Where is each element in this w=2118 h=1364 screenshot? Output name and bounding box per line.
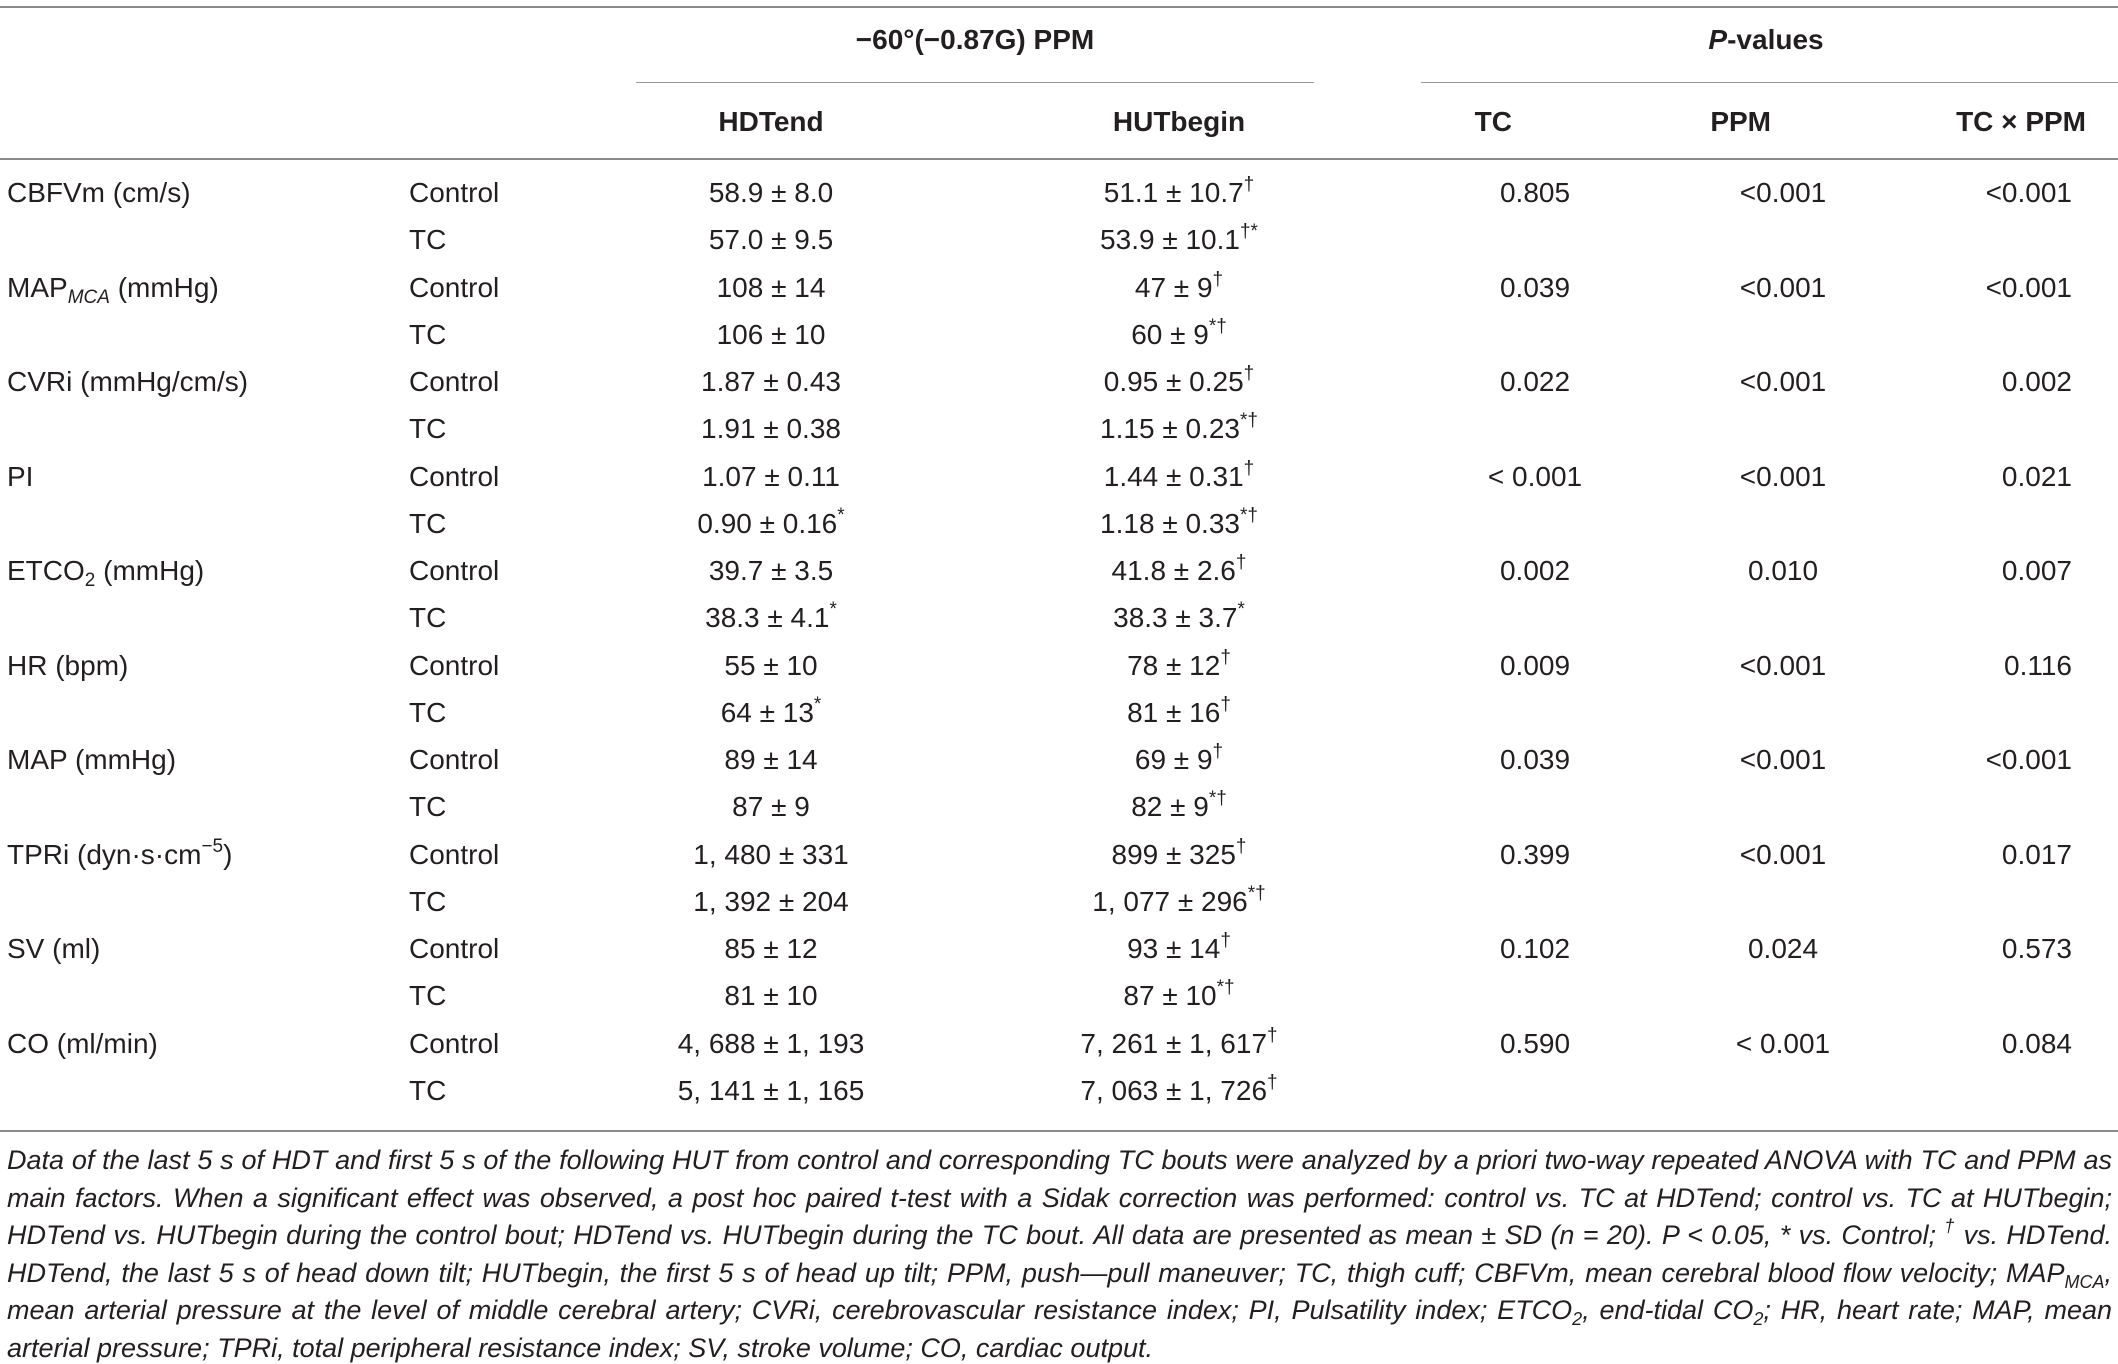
p-tc-value: 0.022 (1499, 366, 1571, 397)
table-row (0, 596, 2118, 643)
hdtend-value: 57.0 ± 9.5 (708, 224, 834, 255)
group-label: TC (409, 602, 447, 633)
header-p-rest: -values (1727, 24, 1824, 55)
p-interaction-value: 0.002 (2001, 366, 2072, 397)
group-label: Control (409, 1028, 500, 1059)
p-tc-value: < 0.001 (1487, 461, 1583, 492)
table-row (0, 880, 2118, 927)
col-header-hdtend: HDTend (718, 106, 824, 137)
group-label: Control (409, 177, 500, 208)
table-row (0, 455, 2118, 502)
hdtend-value: 0.90 ± 0.16* (697, 505, 845, 539)
group-label: Control (409, 933, 500, 964)
group-label: Control (409, 744, 500, 775)
hutbegin-value: 1.15 ± 0.23*† (1100, 410, 1258, 444)
table-top-rule (0, 6, 2118, 8)
group-label: Control (409, 555, 500, 586)
p-interaction-value: 0.021 (2001, 461, 2072, 492)
p-ppm-value: 0.010 (1747, 555, 1819, 586)
table-row (0, 1022, 2118, 1069)
p-tc-value: 0.009 (1499, 650, 1571, 681)
hdtend-value: 1, 480 ± 331 (693, 839, 849, 870)
group-label: TC (409, 980, 447, 1011)
group-label: TC (409, 224, 447, 255)
hutbegin-value: 47 ± 9† (1134, 269, 1224, 303)
group-label: Control (409, 366, 500, 397)
hdtend-value: 106 ± 10 (716, 319, 826, 350)
group-label: TC (409, 413, 447, 444)
group-label: Control (409, 839, 500, 870)
hutbegin-value: 69 ± 9† (1134, 741, 1224, 775)
group-label: Control (409, 650, 500, 681)
group-label: TC (409, 791, 447, 822)
p-interaction-value: 0.116 (2004, 650, 2072, 681)
table-row (0, 266, 2118, 313)
hdtend-value: 38.3 ± 4.1* (705, 599, 837, 633)
hdtend-value: 108 ± 14 (716, 272, 826, 303)
p-tc-value: 0.039 (1499, 744, 1571, 775)
p-ppm-value: 0.024 (1747, 933, 1819, 964)
p-tc-value: 0.805 (1499, 177, 1571, 208)
table-row (0, 927, 2118, 974)
p-interaction-value: 0.017 (2001, 839, 2072, 870)
header-group-ppm: −60°(−0.87G) PPM (855, 24, 1095, 55)
col-header-hutbegin: HUTbegin (1112, 106, 1246, 137)
table-bottom-rule (0, 1130, 2118, 1132)
variable-label: $MAP_{MCA}$ (mmHg) (7, 272, 219, 308)
hdtend-value: 55 ± 10 (724, 650, 818, 681)
table-row (0, 738, 2118, 785)
p-tc-value: 0.002 (1499, 555, 1571, 586)
p-ppm-value: <0.001 (1739, 839, 1827, 870)
group-label: TC (409, 508, 447, 539)
group-label: Control (409, 461, 500, 492)
hdtend-value: 1, 392 ± 204 (693, 886, 849, 917)
group-label: TC (409, 886, 447, 917)
hutbegin-value: 0.95 ± 0.25† (1103, 363, 1255, 397)
hdtend-value: 4, 688 ± 1, 193 (677, 1028, 865, 1059)
table-row (0, 833, 2118, 880)
group-label: TC (409, 697, 447, 728)
table-footnote: Data of the last 5 s of HDT and first 5 s of the following HUT from control and corresponding TC bouts were analyzed by a priori two-way repeated ANOVA with TC and PPM as main factors. When a significant effect was observed, a post hoc paired t-test with a Sidak correction was performed: control vs. TC at HDTend; control vs. TC at HUTbegin; HDTend vs. HUTbegin during the control bout; HDTend vs. HUTbegin during the TC bout. All data are presented as mean ± SD (n = 20). P < 0.05, * vs. Control; † vs. HDTend. HDTend, the last 5 s of head down tilt; HUTbegin, the first 5 s of head up tilt; PPM, push—pull maneuver; TC, thigh cuff; CBFVm, mean cerebral blood flow velocity; $MAP_{MCA}$, mean arterial pressure at the level of middle cerebral artery; CVRi, cerebrovascular resistance index; PI, Pulsatility index; $ETCO_2$, end-tidal $CO_2$; HR, heart rate; MAP, mean arterial pressure; TPRi, total peripheral resistance index; SV, stroke volume; CO, cardiac output. (7, 1145, 2112, 1363)
p-ppm-value: <0.001 (1739, 744, 1827, 775)
hdtend-value: 5, 141 ± 1, 165 (677, 1075, 865, 1106)
hdtend-value: 81 ± 10 (724, 980, 818, 1011)
hutbegin-value: 93 ± 14† (1127, 930, 1231, 964)
p-tc-value: 0.039 (1499, 272, 1571, 303)
hdtend-value: 1.07 ± 0.11 (702, 461, 840, 492)
hutbegin-value: 1, 077 ± 296*† (1092, 883, 1266, 917)
group-label: TC (409, 319, 447, 350)
table-row (0, 171, 2118, 218)
p-interaction-value: <0.001 (1985, 177, 2072, 208)
hutbegin-value: 41.8 ± 2.6† (1111, 552, 1247, 586)
p-ppm-value: <0.001 (1739, 650, 1827, 681)
hdtend-value: 87 ± 9 (732, 791, 810, 822)
table-row (0, 502, 2118, 549)
hutbegin-value: 7, 261 ± 1, 617† (1080, 1025, 1278, 1059)
variable-label: CO (ml/min) (7, 1028, 158, 1059)
hdtend-value: 39.7 ± 3.5 (708, 555, 834, 586)
table-row (0, 407, 2118, 454)
hutbegin-value: 82 ± 9*† (1131, 788, 1227, 822)
hutbegin-value: 60 ± 9*† (1131, 316, 1227, 350)
variable-label: CVRi (mmHg/cm/s) (7, 366, 249, 397)
variable-label: HR (bpm) (7, 650, 129, 681)
hutbegin-value: 81 ± 16† (1127, 694, 1231, 728)
header-group-pvalues (1708, 24, 1823, 56)
col-header-ppm: PPM (1710, 106, 1771, 137)
hutbegin-value: 7, 063 ± 1, 726† (1080, 1072, 1278, 1106)
hdtend-value: 1.91 ± 0.38 (701, 413, 841, 444)
table-row (0, 691, 2118, 738)
hutbegin-value: 1.44 ± 0.31† (1103, 458, 1255, 492)
header-p-italic: P (1708, 24, 1728, 55)
col-header-tcxppm: TC × PPM (1956, 106, 2086, 137)
group2-underline (1421, 82, 2118, 83)
table-row (0, 218, 2118, 265)
variable-label: CBFVm (cm/s) (7, 177, 191, 208)
p-ppm-value: <0.001 (1739, 461, 1827, 492)
p-ppm-value: < 0.001 (1735, 1028, 1831, 1059)
table-row (0, 549, 2118, 596)
variable-label: $ETCO_2$ (mmHg) (7, 555, 205, 591)
p-interaction-value: 0.084 (2001, 1028, 2072, 1059)
hdtend-value: 1.87 ± 0.43 (701, 366, 841, 397)
p-ppm-value: <0.001 (1739, 177, 1827, 208)
p-interaction-value: 0.007 (2001, 555, 2072, 586)
p-interaction-value: <0.001 (1985, 744, 2072, 775)
hdtend-value: 85 ± 12 (724, 933, 818, 964)
table-row (0, 644, 2118, 691)
table-row (0, 313, 2118, 360)
hdtend-value: 89 ± 14 (724, 744, 818, 775)
p-tc-value: 0.590 (1499, 1028, 1571, 1059)
p-ppm-value: <0.001 (1739, 366, 1827, 397)
variable-label: SV (ml) (7, 933, 101, 964)
p-interaction-value: <0.001 (1985, 272, 2072, 303)
variable-label: TPRi $(dyn\cdot s\cdot cm^{-5})$ (7, 836, 233, 870)
hutbegin-value: 899 ± 325† (1111, 836, 1247, 870)
variable-label: PI (7, 461, 34, 492)
hutbegin-value: 53.9 ± 10.1†* (1100, 221, 1258, 255)
p-tc-value: 0.102 (1499, 933, 1571, 964)
variable-label: MAP (mmHg) (7, 744, 177, 775)
hutbegin-value: 1.18 ± 0.33*† (1100, 505, 1258, 539)
table-row (0, 1069, 2118, 1116)
p-tc-value: 0.399 (1499, 839, 1571, 870)
table-row (0, 974, 2118, 1021)
hutbegin-value: 78 ± 12† (1127, 647, 1231, 681)
header-bottom-rule (0, 158, 2118, 160)
hutbegin-value: 38.3 ± 3.7* (1113, 599, 1245, 633)
hdtend-value: 64 ± 13* (720, 694, 822, 728)
group-label: TC (409, 1075, 447, 1106)
hutbegin-value: 87 ± 10*† (1123, 977, 1235, 1011)
col-header-tc: TC (1474, 106, 1512, 137)
p-ppm-value: <0.001 (1739, 272, 1827, 303)
hdtend-value: 58.9 ± 8.0 (708, 177, 834, 208)
group1-underline (636, 82, 1314, 83)
hutbegin-value: 51.1 ± 10.7† (1103, 174, 1255, 208)
group-label: Control (409, 272, 500, 303)
table-row (0, 360, 2118, 407)
p-interaction-value: 0.573 (2001, 933, 2072, 964)
table-row (0, 785, 2118, 832)
